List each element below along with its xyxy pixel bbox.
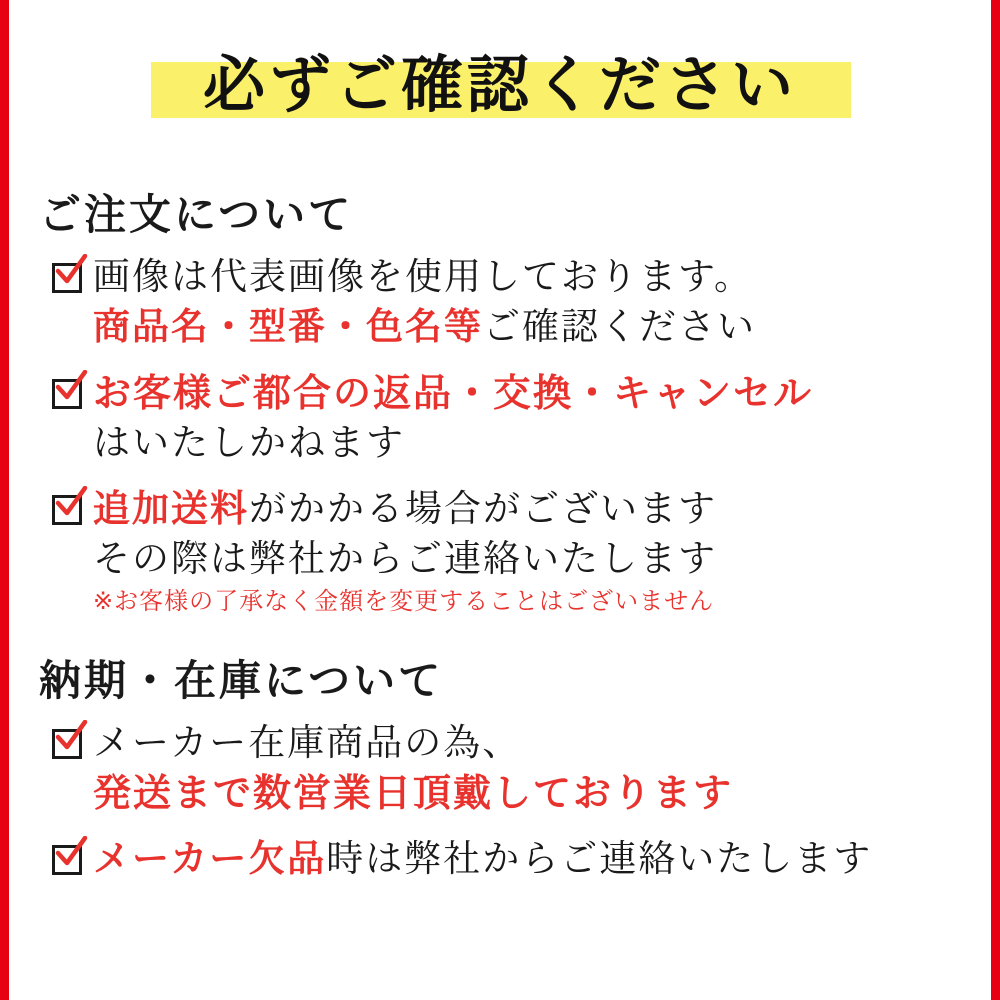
checkbox-checked-icon xyxy=(49,724,89,764)
list-item xyxy=(49,252,991,352)
list-item-text xyxy=(89,484,991,618)
item-line-emphasis: 商品名・型番・色名等 xyxy=(93,305,483,348)
list-item xyxy=(49,718,991,818)
list-item xyxy=(49,834,991,884)
title-text: 必ずご確認ください xyxy=(202,48,797,121)
list-item-text xyxy=(89,252,991,352)
checkbox-checked-icon xyxy=(49,374,89,414)
item-line: お客様ご都合の返品・交換・キャンセル xyxy=(93,371,814,415)
section-heading-orders: ご注文について xyxy=(39,190,354,239)
page-title xyxy=(9,36,991,134)
checkbox-checked-icon xyxy=(49,258,89,298)
list-item-text xyxy=(89,718,991,818)
list-item-text xyxy=(89,368,991,468)
item-note: ※お客様の了承なく金額を変更することはございません xyxy=(93,587,715,615)
item-line-rest: 時は弊社からご連絡いたします xyxy=(326,837,873,880)
item-line-rest: ご確認ください xyxy=(483,305,756,348)
item-line xyxy=(93,484,991,534)
list-item-text xyxy=(89,834,991,884)
section-heading-delivery: 納期・在庫について xyxy=(39,656,444,705)
right-border-accent xyxy=(991,0,1000,1000)
left-border-accent xyxy=(0,0,9,1000)
item-line-emphasis: 追加送料 xyxy=(93,487,249,530)
checkbox-checked-icon xyxy=(49,840,89,880)
list-item xyxy=(49,368,991,468)
item-line: メーカー在庫商品の為、 xyxy=(93,721,522,764)
checkbox-checked-icon xyxy=(49,490,89,530)
item-line-rest: がかかる場合がございます xyxy=(249,487,717,530)
item-line: はいたしかねます xyxy=(93,421,405,464)
item-line xyxy=(93,834,991,884)
item-line-emphasis: メーカー欠品 xyxy=(93,837,327,880)
item-line: 画像は代表画像を使用しております。 xyxy=(93,255,754,298)
list-item xyxy=(49,484,991,618)
item-line: 発送まで数営業日頂戴しております xyxy=(93,771,734,815)
item-line xyxy=(93,302,991,352)
notice-page xyxy=(9,0,991,1000)
item-line: その際は弊社からご連絡いたします xyxy=(93,537,717,580)
